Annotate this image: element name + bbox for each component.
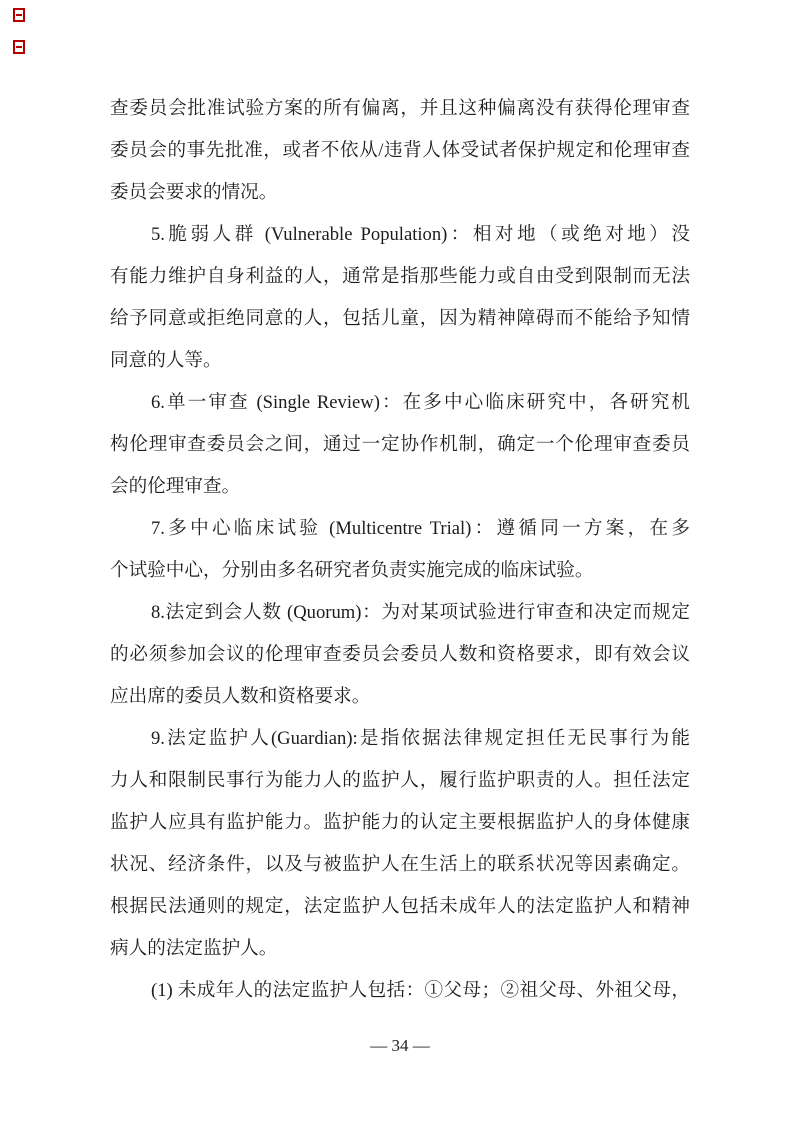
text-line: 同意的人等。: [110, 350, 222, 371]
page-number: — 34 —: [370, 1036, 430, 1055]
text-line: 应出席的委员人数和资格要求。: [110, 686, 371, 707]
text-line: 的必须参加会议的伦理审查委员会委员人数和资格要求，即有效会议: [110, 644, 690, 665]
text-line: 7.多中心临床试验 (Multicentre Trial)：遵循同一方案，在多: [151, 518, 690, 539]
text-line: (1) 未成年人的法定监护人包括：①父母；②祖父母、外祖父母，: [151, 980, 690, 1001]
text-line: 监护人应具有监护能力。监护能力的认定主要根据监护人的身体健康: [110, 812, 690, 833]
text-line: 病人的法定监护人。: [110, 938, 278, 959]
text-line: 力人和限制民事行为能力人的监护人，履行监护职责的人。担任法定: [110, 770, 690, 791]
text-line: 有能力维护自身利益的人，通常是指那些能力或自由受到限制而无法: [110, 266, 690, 287]
red-stamp-mark-icon: [13, 40, 25, 54]
text-line: 6.单一审查 (Single Review)：在多中心临床研究中，各研究机: [151, 392, 690, 413]
page-footer: [0, 1033, 800, 1059]
text-line: 委员会要求的情况。: [110, 182, 278, 203]
text-line: 会的伦理审查。: [110, 476, 241, 497]
text-line: 5.脆弱人群 (Vulnerable Population)：相对地（或绝对地）没: [151, 224, 690, 245]
text-line: 个试验中心，分别由多名研究者负责实施完成的临床试验。: [110, 560, 594, 581]
red-stamp-mark-icon: [13, 8, 25, 22]
text-line: 给予同意或拒绝同意的人，包括儿童，因为精神障碍而不能给予知情: [110, 308, 690, 329]
text-line: 查委员会批准试验方案的所有偏离，并且这种偏离没有获得伦理审查: [110, 98, 690, 119]
text-line: 根据民法通则的规定，法定监护人包括未成年人的法定监护人和精神: [110, 896, 690, 917]
text-line: 委员会的事先批准，或者不依从/违背人体受试者保护规定和伦理审查: [110, 140, 690, 161]
text-line: 8.法定到会人数 (Quorum)：为对某项试验进行审查和决定而规定: [151, 602, 690, 623]
document-body: [110, 88, 690, 1012]
text-line: 状况、经济条件，以及与被监护人在生活上的联系状况等因素确定。: [110, 854, 690, 875]
text-line: 9.法定监护人(Guardian):是指依据法律规定担任无民事行为能: [151, 728, 690, 749]
text-line: 构伦理审查委员会之间，通过一定协作机制，确定一个伦理审查委员: [110, 434, 690, 455]
